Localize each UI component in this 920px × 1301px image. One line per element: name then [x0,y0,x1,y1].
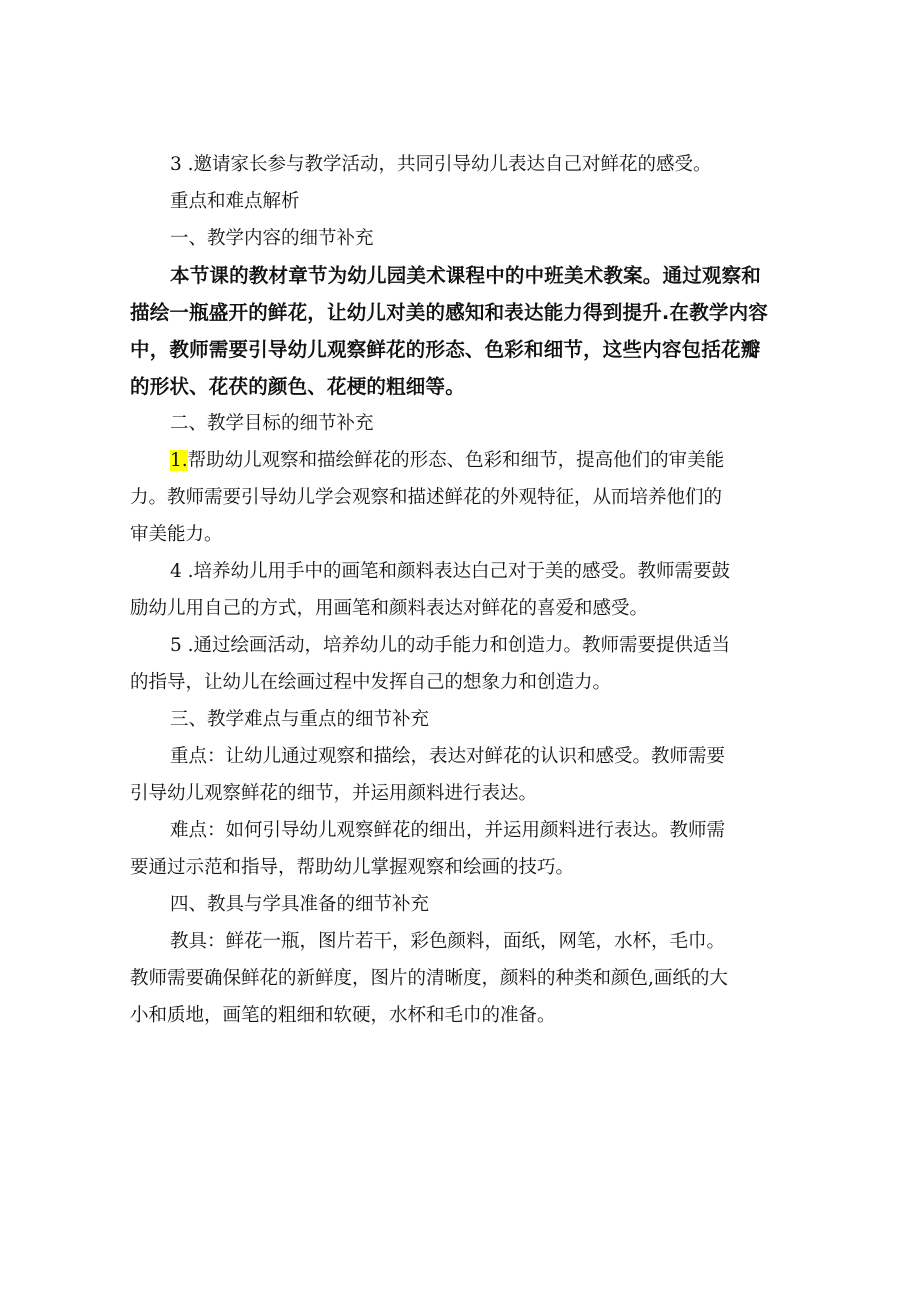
section-heading-2: 二、教学目标的细节补充 [170,413,374,434]
paragraph-line: 励幼儿用自己的方式，用画笔和颜料表达对鲜花的喜爱和感受。 [130,598,649,619]
paragraph-teaching-tools [130,923,790,1034]
paragraph-line: 小和质地，画笔的粗细和软硬，水杯和毛巾的准备。 [130,1005,556,1026]
paragraph-teaching-content [130,257,790,405]
paragraph-item-3: 3 .邀请家长参与教学活动，共同引导幼儿表达自己对鲜花的感受。 [170,154,712,175]
paragraph-line: 教具：鲜花一瓶，图片若干，彩色颜料，面纸，网笔，水杯，毛巾。 [170,931,726,952]
paragraph-line [130,442,790,479]
paragraph-line: 难点：如何引导幼儿观察鲜花的细出，并运用颜料进行表达。教师需 [170,820,726,841]
paragraph-line: 的指导，让幼儿在绘画过程中发挥自己的想象力和创造力。 [130,672,612,693]
section-heading-1: 一、教学内容的细节补充 [170,228,374,249]
paragraph-line: 力。教师需要引导幼儿学会观察和描述鲜花的外观特征，从而培养他们的 [130,487,723,508]
section-heading-3: 三、教学难点与重点的细节补充 [170,709,430,730]
section-heading-4: 四、教具与学具准备的细节补充 [170,894,430,915]
paragraph-line: 引导幼儿观察鲜花的细节，并运用颜料进行表达。 [130,783,538,804]
paragraph-line: 描绘一瓶盛开的鲜花，让幼儿对美的感知和表达能力得到提升.在教学内容 [130,301,769,324]
paragraph-line: 重点：让幼儿通过观察和描绘，表达对鲜花的认识和感受。教师需要 [170,746,726,767]
paragraph-line: 要通过示范和指导，帮助幼儿掌握观察和绘画的技巧。 [130,857,575,878]
section-heading-key-points: 重点和难点解析 [170,191,300,212]
paragraph-goal-5 [130,627,790,701]
paragraph-line: 的形状、花茯的颜色、花梗的粗细等。 [130,375,465,398]
paragraph-line: 4 .培养幼儿用手中的画笔和颜料表达白己对于美的感受。教师需要鼓 [170,561,731,582]
paragraph-line: 教师需要确保鲜花的新鲜度，图片的清晰度，颜料的种类和颜色,画纸的大 [130,968,728,989]
paragraph-goal-4 [130,553,790,627]
paragraph-line: 5 .通过绘画活动，培养幼儿的动手能力和创造力。教师需要提供适当 [170,635,731,656]
document-body [130,146,790,1034]
paragraph-goal-1 [130,442,790,553]
paragraph-line: 审美能力。 [130,524,223,545]
paragraph-line: 本节课的教材章节为幼儿园美术课程中的中班美术教案。通过观察和 [170,264,762,287]
highlighted-number: 1. [170,450,188,471]
paragraph-difficulty [130,812,790,886]
paragraph-key-point [130,738,790,812]
paragraph-line-text: 帮助幼儿观察和描绘鲜花的形态、色彩和细节，提高他们的审美能 [187,450,725,471]
paragraph-line: 中，教师需要引导幼儿观察鲜花的形态、色彩和细节，这些内容包括花瓣 [130,338,761,361]
